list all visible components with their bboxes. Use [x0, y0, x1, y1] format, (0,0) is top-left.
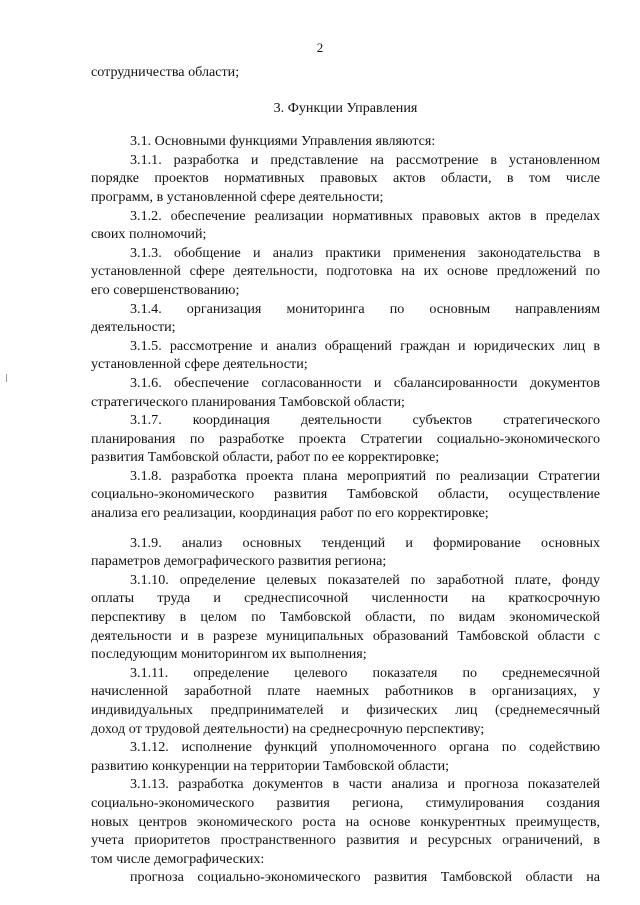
text-line: оплаты труда и среднесписочной численности на краткосрочную [91, 590, 600, 607]
text-line: том числе демографических: [91, 850, 265, 867]
text-line: 3.1.3. обобщение и анализ практики применения законодательства в [130, 244, 600, 261]
text-line: порядке проектов нормативных правовых актов области, в том числе [91, 170, 600, 187]
text-line: 3.1.6. обеспечение согласованности и сбалансированности документов [130, 374, 600, 391]
text-line: его совершенствованию; [91, 281, 240, 298]
text-line: 3.1.8. разработка проекта плана мероприятий по реализации Стратегии [130, 467, 600, 484]
section-heading: 3. Функции Управления [273, 99, 418, 116]
document-body [91, 63, 600, 887]
text-line: своих полномочий; [91, 226, 207, 243]
text-line: 3.1.4. организация мониторинга по основным направлениям [130, 300, 600, 317]
text-line: 3.1.2. обеспечение реализации нормативных правовых актов в пределах [130, 207, 600, 224]
text-line: новых центров экономического роста на основе конкурентных преимуществ, [91, 813, 600, 830]
text-line: перспективу в целом по Тамбовской области, по видам экономической [91, 609, 600, 626]
text-line: 3.1.12. исполнение функций уполномоченного органа по содействию [130, 739, 600, 756]
text-line: 3.1. Основными функциями Управления являются: [130, 133, 436, 150]
text-line: деятельности; [91, 319, 176, 336]
text-line: программ, в установленной сфере деятельности; [91, 188, 384, 205]
text-line: прогноза социально-экономического развития Тамбовской области на [130, 869, 600, 886]
text-line: 3.1.1. разработка и представление на рассмотрение в установленном [130, 151, 600, 168]
text-line: последующим мониторингом их выполнения; [91, 646, 367, 663]
text-line: сотрудничества области; [91, 64, 240, 80]
text-line: развитию конкуренции на территории Тамбовской области; [91, 757, 450, 774]
text-line: социально-экономического развития Тамбовской области, осуществление [91, 486, 600, 503]
text-line: установленной сфере деятельности, подготовка на их основе предложений по [91, 263, 600, 280]
text-line: доход от трудовой деятельности) на среднесрочную перспективу; [91, 720, 485, 737]
text-line: учета приоритетов пространственного развития и ресурсных ограничений, в [91, 832, 600, 849]
text-line: 3.1.13. разработка документов в части анализа и прогноза показателей [130, 776, 600, 793]
text-line: 3.1.7. координация деятельности субъектов стратегического [130, 412, 600, 429]
text-line: деятельности и в разрезе муниципальных образований Тамбовской области с [91, 627, 600, 644]
text-line: 3.1.5. рассмотрение и анализ обращений граждан и юридических лиц в [130, 337, 600, 354]
text-line: 3.1.10. определение целевых показателей по заработной плате, фонду [130, 571, 600, 588]
text-line: развития Тамбовской области, работ по ее корректировке; [91, 449, 440, 466]
text-line: анализа его реализации, координация работ по его корректировке; [91, 505, 489, 522]
text-line: планирования по разработке проекта Стратегии социально-экономического [91, 430, 600, 447]
text-line: социально-экономического развития региона, стимулирования создания [91, 794, 600, 811]
page-number: 2 [316, 40, 324, 55]
text-line: начисленной заработной плате наемных работников в организациях, у [91, 683, 600, 700]
text-line: установленной сфере деятельности; [91, 356, 308, 373]
scan-margin-mark [6, 374, 7, 382]
text-line: 3.1.11. определение целевого показателя по среднемесячной [130, 664, 600, 681]
text-line: 3.1.9. анализ основных тенденций и формирование основных [130, 534, 600, 551]
text-line: индивидуальных предпринимателей и физических лиц (среднемесячный [91, 702, 600, 718]
text-line: стратегического планирования Тамбовской области; [91, 393, 405, 410]
text-line: параметров демографического развития региона; [91, 553, 387, 570]
